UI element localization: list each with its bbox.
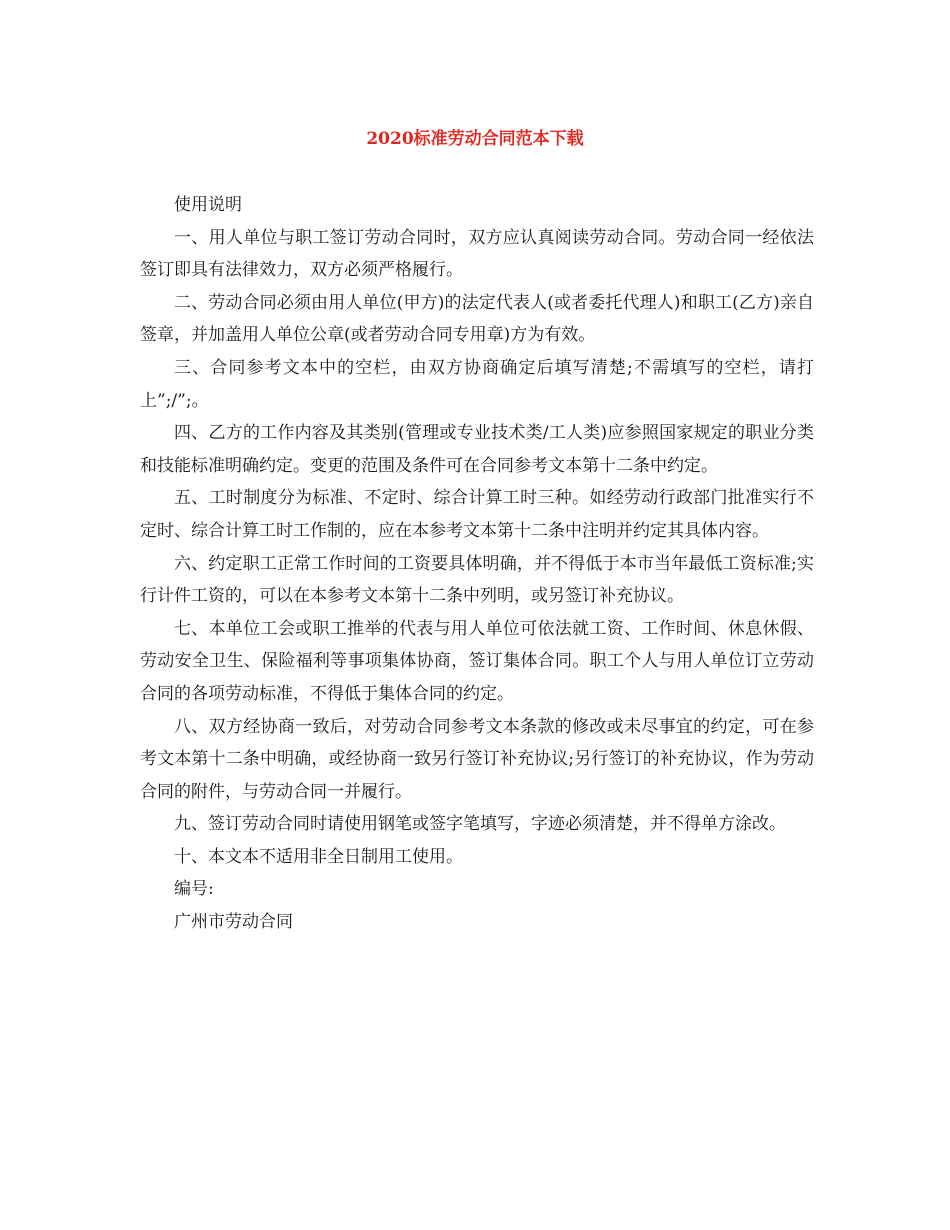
- instruction-paragraph-2: 二、劳动合同必须由用人单位(甲方)的法定代表人(或者委托代理人)和职工(乙方)亲自签章，并加盖用人单位公章(或者劳动合同专用章)方为有效。: [140, 292, 814, 346]
- instruction-paragraph-5: 五、工时制度分为标准、不定时、综合计算工时三种。如经劳动行政部门批准实行不定时、综合计算工时工作制的，应在本参考文本第十二条中注明并约定其具体内容。: [140, 488, 814, 541]
- instruction-paragraph-4: 四、乙方的工作内容及其类别(管理或专业技术类/工人类)应参照国家规定的职业分类和技能标准明确约定。变更的范围及条件可在合同参考文本第十二条中约定。: [140, 423, 814, 476]
- usage-heading: 使用说明: [174, 195, 242, 215]
- document-title: 2020标准劳动合同范本下载: [366, 129, 584, 149]
- instruction-paragraph-6: 六、约定职工正常工作时间的工资要具体明确，并不得低于本市当年最低工资标准;实行计件工资的，可以在本参考文本第十二条中列明，或另签订补充协议。: [140, 553, 814, 607]
- instruction-paragraph-3: 三、合同参考文本中的空栏，由双方协商确定后填写清楚;不需填写的空栏，请打上”;/”;。: [140, 357, 814, 411]
- instruction-paragraph-10: 十、本文本不适用非全日制用工使用。: [174, 846, 463, 867]
- document-body: [140, 189, 814, 939]
- instruction-paragraph-9: 九、签订劳动合同时请使用钢笔或签字笔填写，字迹必须清楚，并不得单方涂改。: [174, 814, 786, 835]
- serial-number-label: 编号:: [174, 879, 214, 900]
- instruction-paragraph-7: 七、本单位工会或职工推举的代表与用人单位可依法就工资、工作时间、休息休假、劳动安全卫生、保险福利等事项集体协商，签订集体合同。职工个人与用人单位订立劳动合同的各项劳动标准，不得低于集体合同的约定。: [140, 618, 814, 704]
- contract-name: 广州市劳动合同: [174, 912, 293, 933]
- instruction-paragraph-1: 一、用人单位与职工签订劳动合同时，双方应认真阅读劳动合同。劳动合同一经依法签订即具有法律效力，双方必须严格履行。: [140, 227, 814, 281]
- instruction-paragraph-8: 八、双方经协商一致后，对劳动合同参考文本条款的修改或未尽事宜的约定，可在参考文本第十二条中明确，或经协商一致另行签订补充协议;另行签订的补充协议，作为劳动合同的附件，与劳动合同一并履行。: [140, 716, 814, 802]
